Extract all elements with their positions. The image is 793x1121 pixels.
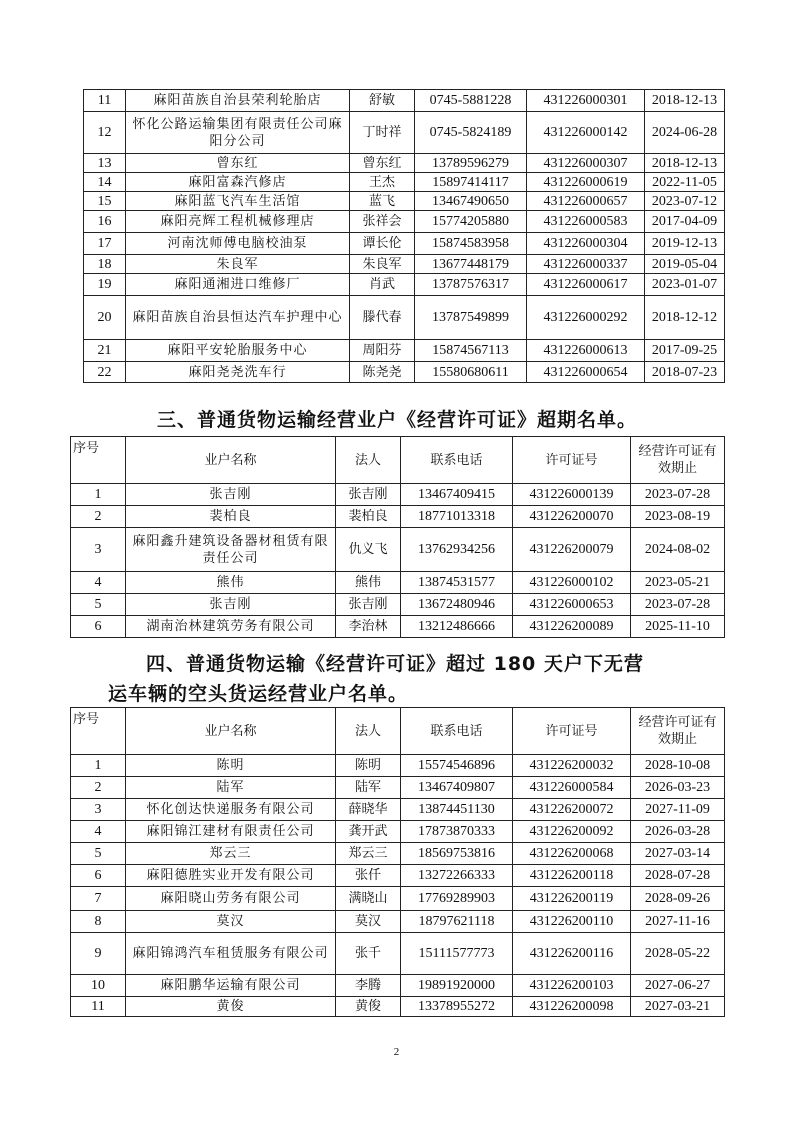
table-row	[84, 274, 725, 296]
table-row	[71, 506, 725, 528]
row-seq: 14	[84, 173, 126, 192]
row-legal-person: 丁时祥	[350, 112, 415, 154]
row-seq: 7	[71, 887, 126, 911]
row-expiry-date: 2027-03-14	[631, 843, 725, 865]
table-row	[71, 933, 725, 975]
table-row	[71, 755, 725, 777]
row-legal-person: 张吉刚	[336, 484, 401, 506]
row-license-no: 431226200070	[513, 506, 631, 528]
row-legal-person: 王杰	[350, 173, 415, 192]
row-phone: 13212486666	[401, 616, 513, 638]
row-phone: 13677448179	[415, 255, 527, 274]
header-license: 许可证号	[513, 437, 631, 484]
row-seq: 8	[71, 911, 126, 933]
continued-table	[83, 89, 725, 383]
row-legal-person: 满晓山	[336, 887, 401, 911]
row-business-name: 麻阳尧尧洗车行	[126, 362, 350, 383]
row-phone: 13789596279	[415, 154, 527, 173]
row-expiry-date: 2026-03-28	[631, 821, 725, 843]
row-expiry-date: 2023-01-07	[645, 274, 725, 296]
row-expiry-date: 2023-07-28	[631, 484, 725, 506]
table-row	[71, 821, 725, 843]
section3-title: 三、普通货物运输经营业户《经营许可证》超期名单。	[157, 409, 638, 431]
row-license-no: 431226000102	[513, 572, 631, 594]
row-legal-person: 仇义飞	[336, 528, 401, 572]
table-row	[84, 154, 725, 173]
row-legal-person: 张祥会	[350, 211, 415, 233]
row-business-name: 曾东红	[126, 154, 350, 173]
table-row	[84, 211, 725, 233]
row-phone: 18569753816	[401, 843, 513, 865]
row-legal-person: 李治林	[336, 616, 401, 638]
row-license-no: 431226000619	[527, 173, 645, 192]
row-license-no: 431226200072	[513, 799, 631, 821]
row-business-name: 郑云三	[126, 843, 336, 865]
section4-title-line2: 运车辆的空头货运经营业户名单。	[108, 683, 409, 705]
header-seq: 序号	[71, 437, 126, 484]
row-business-name: 莫汉	[126, 911, 336, 933]
row-business-name: 张吉刚	[126, 484, 336, 506]
row-business-name: 麻阳晓山劳务有限公司	[126, 887, 336, 911]
row-legal-person: 龚开武	[336, 821, 401, 843]
row-phone: 13467409415	[401, 484, 513, 506]
row-phone: 13874451130	[401, 799, 513, 821]
row-license-no: 431226200092	[513, 821, 631, 843]
row-seq: 21	[84, 340, 126, 362]
row-legal-person: 李腾	[336, 975, 401, 997]
header-phone: 联系电话	[401, 437, 513, 484]
table-row	[71, 777, 725, 799]
row-expiry-date: 2025-11-10	[631, 616, 725, 638]
section3-table	[70, 436, 725, 638]
row-phone: 18771013318	[401, 506, 513, 528]
table-row	[84, 362, 725, 383]
row-expiry-date: 2019-12-13	[645, 233, 725, 255]
table-row	[84, 255, 725, 274]
row-legal-person: 张仟	[336, 865, 401, 887]
row-expiry-date: 2018-12-13	[645, 90, 725, 112]
row-license-no: 431226000304	[527, 233, 645, 255]
row-expiry-date: 2023-07-28	[631, 594, 725, 616]
row-business-name: 陈明	[126, 755, 336, 777]
row-seq: 9	[71, 933, 126, 975]
row-license-no: 431226000307	[527, 154, 645, 173]
row-phone: 13762934256	[401, 528, 513, 572]
row-expiry-date: 2022-11-05	[645, 173, 725, 192]
row-seq: 2	[71, 506, 126, 528]
row-license-no: 431226000301	[527, 90, 645, 112]
row-seq: 11	[84, 90, 126, 112]
table-row	[71, 616, 725, 638]
row-license-no: 431226000617	[527, 274, 645, 296]
row-phone: 13467409807	[401, 777, 513, 799]
row-legal-person: 肖武	[350, 274, 415, 296]
row-expiry-date: 2028-09-26	[631, 887, 725, 911]
table-row	[71, 865, 725, 887]
row-phone: 0745-5881228	[415, 90, 527, 112]
row-license-no: 431226000337	[527, 255, 645, 274]
row-license-no: 431226000613	[527, 340, 645, 362]
row-expiry-date: 2017-09-25	[645, 340, 725, 362]
row-business-name: 麻阳平安轮胎服务中心	[126, 340, 350, 362]
row-license-no: 431226000657	[527, 192, 645, 211]
header-license: 许可证号	[513, 708, 631, 755]
row-license-no: 431226200032	[513, 755, 631, 777]
row-seq: 16	[84, 211, 126, 233]
row-legal-person: 陈尧尧	[350, 362, 415, 383]
row-expiry-date: 2017-04-09	[645, 211, 725, 233]
row-seq: 6	[71, 865, 126, 887]
row-phone: 13874531577	[401, 572, 513, 594]
row-legal-person: 陆军	[336, 777, 401, 799]
row-expiry-date: 2028-07-28	[631, 865, 725, 887]
table-row	[84, 112, 725, 154]
row-legal-person: 黄俊	[336, 997, 401, 1017]
table-row	[71, 799, 725, 821]
row-expiry-date: 2023-08-19	[631, 506, 725, 528]
table-row	[84, 90, 725, 112]
row-expiry-date: 2018-07-23	[645, 362, 725, 383]
header-legal: 法人	[336, 708, 401, 755]
row-license-no: 431226000584	[513, 777, 631, 799]
row-legal-person: 郑云三	[336, 843, 401, 865]
row-legal-person: 熊伟	[336, 572, 401, 594]
row-license-no: 431226000142	[527, 112, 645, 154]
row-seq: 5	[71, 843, 126, 865]
row-seq: 1	[71, 484, 126, 506]
row-license-no: 431226200119	[513, 887, 631, 911]
row-seq: 17	[84, 233, 126, 255]
row-business-name: 麻阳鑫升建筑设备器材租赁有限责任公司	[126, 528, 336, 572]
table-row	[84, 173, 725, 192]
table-row	[71, 887, 725, 911]
row-legal-person: 张千	[336, 933, 401, 975]
row-phone: 13378955272	[401, 997, 513, 1017]
header-seq: 序号	[71, 708, 126, 755]
row-phone: 15874567113	[415, 340, 527, 362]
row-expiry-date: 2028-05-22	[631, 933, 725, 975]
table-row	[71, 484, 725, 506]
row-seq: 4	[71, 821, 126, 843]
row-legal-person: 滕代春	[350, 296, 415, 340]
row-phone: 13272266333	[401, 865, 513, 887]
row-seq: 3	[71, 528, 126, 572]
row-legal-person: 莫汉	[336, 911, 401, 933]
row-business-name: 湖南治林建筑劳务有限公司	[126, 616, 336, 638]
row-legal-person: 舒敏	[350, 90, 415, 112]
row-expiry-date: 2027-06-27	[631, 975, 725, 997]
row-phone: 17873870333	[401, 821, 513, 843]
row-legal-person: 曾东红	[350, 154, 415, 173]
row-license-no: 431226000292	[527, 296, 645, 340]
table-row	[71, 528, 725, 572]
row-business-name: 麻阳锦鸿汽车租赁服务有限公司	[126, 933, 336, 975]
row-phone: 0745-5824189	[415, 112, 527, 154]
row-expiry-date: 2018-12-12	[645, 296, 725, 340]
row-business-name: 张吉刚	[126, 594, 336, 616]
table-row	[84, 340, 725, 362]
row-business-name: 怀化创达快递服务有限公司	[126, 799, 336, 821]
row-seq: 20	[84, 296, 126, 340]
section4-title-line1: 四、普通货物运输《经营许可证》超过 180 天户下无营	[146, 653, 644, 675]
row-license-no: 431226200068	[513, 843, 631, 865]
row-seq: 13	[84, 154, 126, 173]
table-row	[84, 192, 725, 211]
row-expiry-date: 2024-08-02	[631, 528, 725, 572]
row-phone: 15774205880	[415, 211, 527, 233]
row-license-no: 431226200098	[513, 997, 631, 1017]
row-phone: 17769289903	[401, 887, 513, 911]
row-phone: 15574546896	[401, 755, 513, 777]
row-license-no: 431226200110	[513, 911, 631, 933]
table-row	[71, 843, 725, 865]
row-expiry-date: 2027-11-09	[631, 799, 725, 821]
row-business-name: 麻阳苗族自治县恒达汽车护理中心	[126, 296, 350, 340]
row-license-no: 431226200079	[513, 528, 631, 572]
row-legal-person: 裴柏良	[336, 506, 401, 528]
row-phone: 13787549899	[415, 296, 527, 340]
row-license-no: 431226000139	[513, 484, 631, 506]
row-business-name: 黄俊	[126, 997, 336, 1017]
header-expiry: 经营许可证有效期止	[631, 437, 725, 484]
row-business-name: 熊伟	[126, 572, 336, 594]
row-seq: 1	[71, 755, 126, 777]
row-phone: 18797621118	[401, 911, 513, 933]
row-phone: 13787576317	[415, 274, 527, 296]
row-legal-person: 张吉刚	[336, 594, 401, 616]
row-phone: 13672480946	[401, 594, 513, 616]
row-phone: 15897414117	[415, 173, 527, 192]
row-expiry-date: 2024-06-28	[645, 112, 725, 154]
row-seq: 18	[84, 255, 126, 274]
row-business-name: 麻阳鹏华运输有限公司	[126, 975, 336, 997]
table-row	[71, 975, 725, 997]
row-license-no: 431226000583	[527, 211, 645, 233]
row-expiry-date: 2018-12-13	[645, 154, 725, 173]
row-business-name: 陆军	[126, 777, 336, 799]
row-seq: 11	[71, 997, 126, 1017]
row-seq: 10	[71, 975, 126, 997]
row-seq: 2	[71, 777, 126, 799]
row-seq: 12	[84, 112, 126, 154]
row-phone: 15111577773	[401, 933, 513, 975]
row-seq: 6	[71, 616, 126, 638]
row-license-no: 431226200116	[513, 933, 631, 975]
row-business-name: 麻阳德胜实业开发有限公司	[126, 865, 336, 887]
row-seq: 15	[84, 192, 126, 211]
row-business-name: 麻阳亮辉工程机械修理店	[126, 211, 350, 233]
row-license-no: 431226000654	[527, 362, 645, 383]
row-phone: 15580680611	[415, 362, 527, 383]
row-phone: 13467490650	[415, 192, 527, 211]
row-expiry-date: 2028-10-08	[631, 755, 725, 777]
row-business-name: 麻阳苗族自治县荣利轮胎店	[126, 90, 350, 112]
row-seq: 4	[71, 572, 126, 594]
header-expiry: 经营许可证有效期止	[631, 708, 725, 755]
row-business-name: 麻阳通湘进口维修厂	[126, 274, 350, 296]
row-business-name: 麻阳锦江建材有限责任公司	[126, 821, 336, 843]
row-business-name: 朱良军	[126, 255, 350, 274]
table-row	[71, 911, 725, 933]
page-number: 2	[393, 1046, 400, 1058]
table-row	[71, 572, 725, 594]
row-legal-person: 朱良军	[350, 255, 415, 274]
row-seq: 19	[84, 274, 126, 296]
table-row	[84, 296, 725, 340]
row-expiry-date: 2023-05-21	[631, 572, 725, 594]
row-legal-person: 谭长伦	[350, 233, 415, 255]
row-business-name: 麻阳富森汽修店	[126, 173, 350, 192]
row-legal-person: 陈明	[336, 755, 401, 777]
row-license-no: 431226000653	[513, 594, 631, 616]
row-business-name: 怀化公路运输集团有限责任公司麻阳分公司	[126, 112, 350, 154]
row-expiry-date: 2027-11-16	[631, 911, 725, 933]
section4-table	[70, 707, 725, 1017]
row-seq: 3	[71, 799, 126, 821]
row-expiry-date: 2026-03-23	[631, 777, 725, 799]
row-license-no: 431226200103	[513, 975, 631, 997]
row-expiry-date: 2019-05-04	[645, 255, 725, 274]
row-legal-person: 薛晓华	[336, 799, 401, 821]
row-business-name: 河南沈师傅电脑校油泵	[126, 233, 350, 255]
row-license-no: 431226200089	[513, 616, 631, 638]
row-business-name: 麻阳蓝飞汽车生活馆	[126, 192, 350, 211]
row-legal-person: 蓝飞	[350, 192, 415, 211]
row-phone: 15874583958	[415, 233, 527, 255]
header-name: 业户名称	[126, 437, 336, 484]
row-expiry-date: 2027-03-21	[631, 997, 725, 1017]
row-license-no: 431226200118	[513, 865, 631, 887]
row-legal-person: 周阳芬	[350, 340, 415, 362]
row-seq: 22	[84, 362, 126, 383]
header-legal: 法人	[336, 437, 401, 484]
table-row	[71, 997, 725, 1017]
row-phone: 19891920000	[401, 975, 513, 997]
header-name: 业户名称	[126, 708, 336, 755]
header-phone: 联系电话	[401, 708, 513, 755]
row-expiry-date: 2023-07-12	[645, 192, 725, 211]
table-row	[71, 594, 725, 616]
row-business-name: 裴柏良	[126, 506, 336, 528]
table-row	[84, 233, 725, 255]
row-seq: 5	[71, 594, 126, 616]
